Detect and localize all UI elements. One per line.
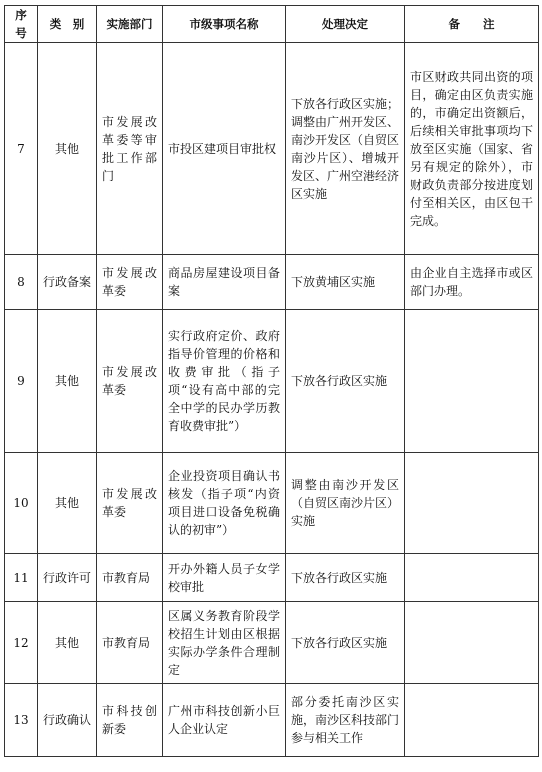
row-number: 12	[5, 602, 38, 684]
row-category: 其他	[38, 43, 97, 255]
row-number: 11	[5, 554, 38, 602]
row-category: 其他	[38, 310, 97, 453]
row-decision: 部分委托南沙区实施，南沙区科技部门参与相关工作	[286, 684, 405, 757]
header-category: 类 别	[38, 6, 97, 43]
row-remark	[405, 684, 539, 757]
row-item-name: 企业投资项目确认书核发（指子项“内资项目进口设备免税确认的初审”）	[163, 453, 286, 554]
row-department: 市教育局	[97, 602, 163, 684]
row-decision: 下放各行政区实施	[286, 602, 405, 684]
row-item-name: 广州市科技创新小巨人企业认定	[163, 684, 286, 757]
row-remark	[405, 310, 539, 453]
row-item-name: 开办外籍人员子女学校审批	[163, 554, 286, 602]
row-decision: 调整由南沙开发区（自贸区南沙片区）实施	[286, 453, 405, 554]
row-department: 市发展改革委等审批工作部门	[97, 43, 163, 255]
row-department: 市发展改革委	[97, 310, 163, 453]
row-item-name: 区属义务教育阶段学校招生计划由区根据实际办学条件合理制定	[163, 602, 286, 684]
row-category: 行政许可	[38, 554, 97, 602]
row-department: 市教育局	[97, 554, 163, 602]
row-decision: 下放黄埔区实施	[286, 255, 405, 310]
row-remark	[405, 554, 539, 602]
row-remark: 由企业自主选择市或区部门办理。	[405, 255, 539, 310]
table-row	[5, 554, 539, 602]
row-number: 13	[5, 684, 38, 757]
table-row	[5, 684, 539, 757]
row-item-name: 实行政府定价、政府指导价管理的价格和收费审批（指子项“设有高中部的完全中学的民办学历教育收费审批”）	[163, 310, 286, 453]
header-number: 序号	[5, 6, 38, 43]
items-table	[4, 5, 539, 757]
row-decision: 下放各行政区实施；调整由广州开发区、南沙开发区（自贸区南沙片区）、增城开发区、广州空港经济区实施	[286, 43, 405, 255]
header-decision: 处理决定	[286, 6, 405, 43]
header-remark: 备 注	[405, 6, 539, 43]
row-category: 行政确认	[38, 684, 97, 757]
table-header-row	[5, 6, 539, 43]
row-decision: 下放各行政区实施	[286, 554, 405, 602]
row-item-name: 商品房屋建设项目备案	[163, 255, 286, 310]
row-number: 10	[5, 453, 38, 554]
row-category: 其他	[38, 453, 97, 554]
row-department: 市发展改革委	[97, 453, 163, 554]
row-category: 行政备案	[38, 255, 97, 310]
row-department: 市科技创新委	[97, 684, 163, 757]
row-remark: 市区财政共同出资的项目，确定由区负责实施的，市确定出资额后，后续相关审批事项均下放至区实施（国家、省另有规定的除外），市财政负责部分按进度划付至相关区，由区包干完成。	[405, 43, 539, 255]
row-category: 其他	[38, 602, 97, 684]
row-number: 9	[5, 310, 38, 453]
row-number: 7	[5, 43, 38, 255]
table-row	[5, 310, 539, 453]
row-number: 8	[5, 255, 38, 310]
row-department: 市发展改革委	[97, 255, 163, 310]
table-row	[5, 255, 539, 310]
row-remark	[405, 602, 539, 684]
table-row	[5, 43, 539, 255]
row-remark	[405, 453, 539, 554]
header-department: 实施部门	[97, 6, 163, 43]
header-item-name: 市级事项名称	[163, 6, 286, 43]
row-decision: 下放各行政区实施	[286, 310, 405, 453]
table-row	[5, 602, 539, 684]
row-item-name: 市投区建项目审批权	[163, 43, 286, 255]
table-row	[5, 453, 539, 554]
